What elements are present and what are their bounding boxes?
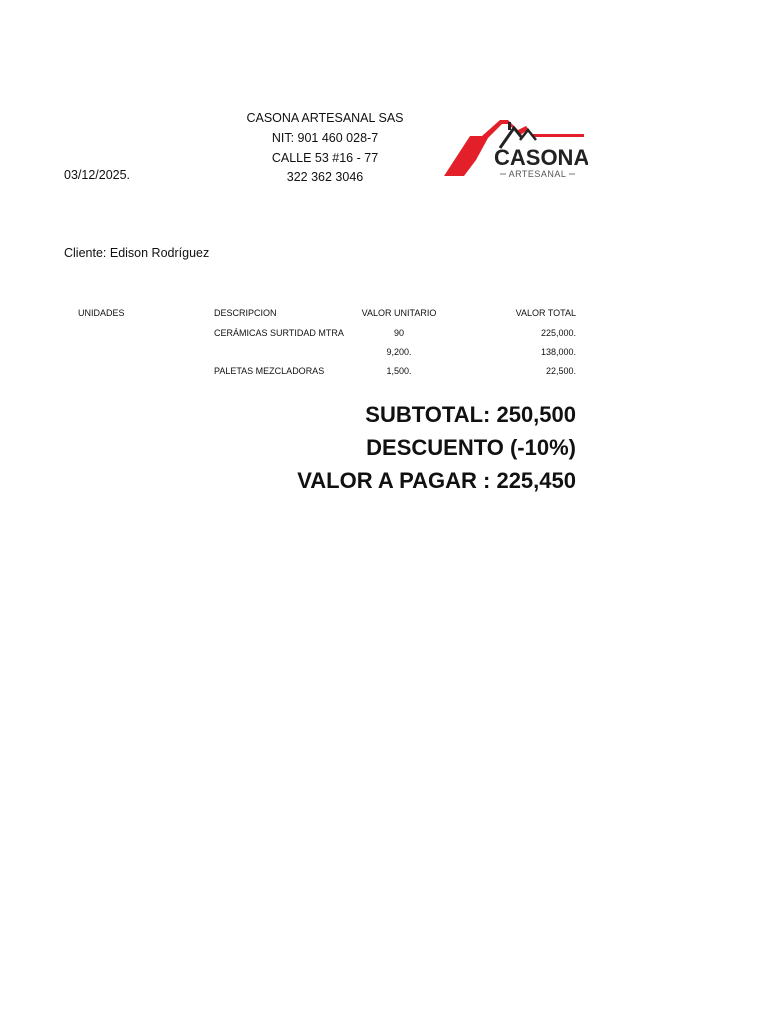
row-unit-price: 1,500. [386,366,412,376]
company-nit: NIT: 901 460 028-7 [271,130,379,145]
subtotal: SUBTOTAL: 250,500 [365,402,576,427]
invoice-date: 03/12/2025. [64,168,131,182]
company-header [225,109,425,188]
row-description: PALETAS MEZCLADORAS [214,366,325,376]
discount: DESCUENTO (-10%) [366,435,576,460]
casona-logo-graphic [442,118,588,180]
row-total: 138,000. [540,347,576,357]
company-phone: 322 362 3046 [286,170,364,185]
row-unit-price: 9,200. [386,347,412,357]
company-address: CALLE 53 #16 - 77 [271,150,379,165]
logo-brand: CASONA [494,145,588,170]
header-description: DESCRIPCION [214,308,277,318]
casona-logo [442,118,588,180]
logo-tagline: ARTESANAL [508,169,567,179]
client-name: Cliente: Edison Rodríguez [64,246,210,260]
header-total: VALOR TOTAL [515,308,576,318]
header-unit-price: VALOR UNITARIO [361,308,437,318]
amount-due: VALOR A PAGAR : 225,450 [297,468,576,493]
header-units: UNIDADES [78,308,125,318]
row-unit-price: 90 [393,328,404,338]
company-name: CASONA ARTESANAL SAS [246,111,404,125]
row-description: CERÁMICAS SURTIDAD MTRA [214,328,344,338]
row-total: 225,000. [540,328,576,338]
row-total: 22,500. [545,366,576,376]
